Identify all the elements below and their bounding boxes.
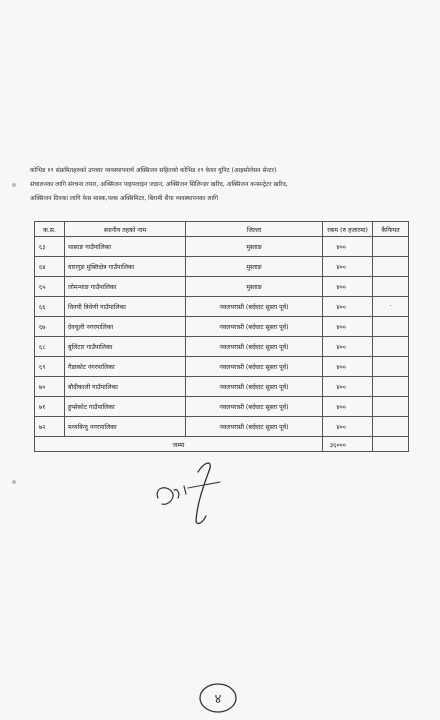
cell-local-level: लोमन्थाङ गाउँपालिका — [65, 277, 186, 297]
intro-line: कोभिड १९ संक्रमितहरुको उपचार व्यवस्थापनार्थ अक्सिजन सहितको कोभिड १९ केयर युनिट (आइसोलेसन सेन्टर) — [30, 167, 277, 174]
table-row — [35, 397, 409, 417]
cell-amount: ४०० — [323, 337, 373, 357]
cell-amount: ४०० — [323, 257, 373, 277]
table-row — [35, 417, 409, 437]
header-district: जिल्ला — [186, 222, 323, 237]
cell-amount: ४०० — [323, 417, 373, 437]
header-local-level: स्थानीय तहको नाम — [65, 222, 186, 237]
cell-amount: ४०० — [323, 377, 373, 397]
table-row — [35, 257, 409, 277]
total-row — [35, 437, 409, 452]
cell-local-level: थासाङ गाउँपालिका — [65, 237, 186, 257]
cell-remarks — [373, 257, 409, 277]
page-number: ४ — [214, 692, 222, 707]
cell-sn: ६६ — [35, 297, 65, 317]
cell-local-level: वारागुङ मुक्तिक्षेत्र गाउँपालिका — [65, 257, 186, 277]
cell-district: नवलपरासी (बर्दघाट सुस्ता पूर्व) — [186, 297, 323, 317]
cell-district: नवलपरासी (बर्दघाट सुस्ता पूर्व) — [186, 417, 323, 437]
table-header-row — [35, 222, 409, 237]
cell-sn: ६७ — [35, 317, 65, 337]
cell-district: नवलपरासी (बर्दघाट सुस्ता पूर्व) — [186, 317, 323, 337]
allocation-table — [34, 221, 409, 452]
header-sn: क.स. — [35, 222, 65, 237]
table-row — [35, 337, 409, 357]
punch-hole — [12, 480, 16, 484]
cell-remarks — [373, 277, 409, 297]
intro-line: अक्सिजन दिनका लागि फेस मास्क,पल्स अक्सिमिटर, बिरामी शैया व्यवस्थापनका लागि — [30, 195, 219, 202]
table-row — [35, 237, 409, 257]
table-row — [35, 377, 409, 397]
cell-local-level: देवचुली नगरपालिका — [65, 317, 186, 337]
cell-amount: ४०० — [323, 397, 373, 417]
cell-local-level: विनयी त्रिवेणी गाउँपालिका — [65, 297, 186, 317]
header-remarks: कैफियत — [373, 222, 409, 237]
cell-district: मुस्ताङ — [186, 237, 323, 257]
cell-local-level: गैडाकोट नगरपालिका — [65, 357, 186, 377]
intro-line: संचालनका लागि संरचना तयार, अक्सिजन पाइपलाइन जडान, अक्सिजन सिलिन्डर खरिद, अक्सिजन कन्सन्ट्रेटर खरिद, — [30, 181, 288, 188]
handwritten-signature — [150, 458, 230, 533]
cell-remarks: · — [373, 297, 409, 317]
cell-sn: ७० — [35, 377, 65, 397]
cell-sn: ७२ — [35, 417, 65, 437]
cell-remarks — [373, 377, 409, 397]
table-row — [35, 317, 409, 337]
cell-amount: ४०० — [323, 237, 373, 257]
cell-remarks — [373, 237, 409, 257]
cell-district: मुस्ताङ — [186, 257, 323, 277]
cell-local-level: बुलिंटार गाउँपालिका — [65, 337, 186, 357]
punch-hole — [12, 183, 16, 187]
cell-amount: ४०० — [323, 317, 373, 337]
cell-district: नवलपरासी (बर्दघाट सुस्ता पूर्व) — [186, 337, 323, 357]
table-row — [35, 297, 409, 317]
intro-paragraph — [30, 164, 415, 206]
cell-sn: ६८ — [35, 337, 65, 357]
header-amount: रकम (रु हजारमा) — [323, 222, 373, 237]
cell-district: नवलपरासी (बर्दघाट सुस्ता पूर्व) — [186, 377, 323, 397]
cell-district: मुस्ताङ — [186, 277, 323, 297]
table-row — [35, 277, 409, 297]
table-row — [35, 357, 409, 377]
cell-remarks — [373, 417, 409, 437]
cell-local-level: हुप्सेकोट गाउँपालिका — [65, 397, 186, 417]
cell-amount: ४०० — [323, 357, 373, 377]
total-label: जम्मा — [35, 437, 323, 452]
cell-amount: ४०० — [323, 277, 373, 297]
cell-district: नवलपरासी (बर्दघाट सुस्ता पूर्व) — [186, 397, 323, 417]
cell-sn: ६४ — [35, 257, 65, 277]
cell-sn: ७१ — [35, 397, 65, 417]
cell-remarks — [373, 357, 409, 377]
cell-sn: ६९ — [35, 357, 65, 377]
cell-remarks — [373, 437, 409, 452]
cell-sn: ६५ — [35, 277, 65, 297]
cell-sn: ६३ — [35, 237, 65, 257]
cell-local-level: मध्यबिन्दु नगरपालिका — [65, 417, 186, 437]
cell-amount: ४०० — [323, 297, 373, 317]
cell-remarks — [373, 397, 409, 417]
cell-local-level: बौदीकाली गाउँपालिका — [65, 377, 186, 397]
cell-remarks — [373, 317, 409, 337]
cell-remarks — [373, 337, 409, 357]
page-number-circle — [196, 680, 240, 716]
cell-district: नवलपरासी (बर्दघाट सुस्ता पूर्व) — [186, 357, 323, 377]
total-amount: ३६००० — [323, 437, 373, 452]
